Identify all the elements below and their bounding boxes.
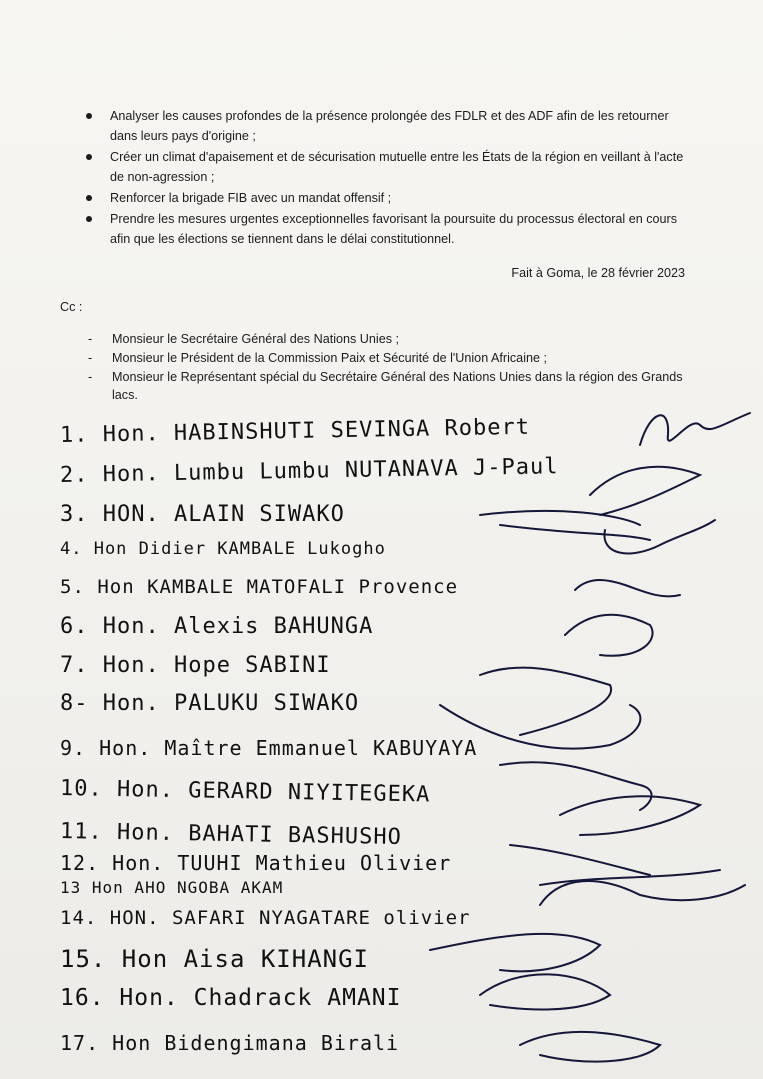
recommendation-item — [86, 209, 692, 249]
dash-icon: - — [88, 351, 93, 365]
bullet-icon — [86, 113, 92, 119]
signatories-list — [0, 405, 763, 1079]
signatory-name: 15. Hon Aisa KIHANGI — [60, 945, 369, 973]
signatory-name: 1. Hon. HABINSHUTI SEVINGA Robert — [59, 414, 531, 448]
bullet-icon — [86, 154, 92, 160]
cc-list — [86, 330, 686, 405]
cc-item — [86, 349, 686, 367]
signatory-row — [0, 647, 763, 687]
place-date: Fait à Goma, le 28 février 2023 — [511, 266, 685, 280]
cc-label: Cc : — [60, 300, 83, 314]
signatory-name: 11. Hon. BAHATI BASHUSHO — [59, 819, 403, 850]
signatory-row — [0, 570, 763, 610]
signatory-row — [0, 414, 763, 457]
signatory-name: 2. Hon. Lumbu Lumbu NUTANAVA J-Paul — [59, 454, 559, 488]
signatory-name: 14. HON. SAFARI NYAGATARE olivier — [60, 907, 471, 929]
bullet-icon — [86, 216, 92, 222]
signatory-row — [0, 730, 763, 770]
recommendation-text: Analyser les causes profondes de la présence prolongée des FDLR et des ADF afin de les retourner dans leurs pays d'origine ; — [110, 109, 669, 143]
signatory-row — [0, 454, 763, 497]
signatory-row — [0, 685, 763, 725]
cc-item — [86, 368, 686, 404]
signatory-row — [0, 979, 763, 1019]
signatory-name: 4. Hon Didier KAMBALE Lukogho — [60, 539, 386, 559]
signatory-name: 13 Hon AHO NGOBA AKAM — [60, 878, 284, 897]
signatory-name: 8- Hon. PALUKU SIWAKO — [60, 691, 360, 716]
cc-item-text: Monsieur le Représentant spécial du Secrétaire Général des Nations Unies dans la région des Grands lacs. — [112, 370, 683, 402]
dash-icon: - — [88, 332, 93, 346]
recommendation-item — [86, 188, 692, 208]
signatory-name: 16. Hon. Chadrack AMANI — [60, 985, 402, 1011]
recommendation-item — [86, 106, 692, 146]
cc-item-text: Monsieur le Président de la Commission Paix et Sécurité de l'Union Africaine ; — [112, 351, 547, 365]
signatory-row — [0, 770, 763, 810]
signatory-name: 6. Hon. Alexis BAHUNGA — [60, 614, 374, 639]
recommendation-text: Renforcer la brigade FIB avec un mandat offensif ; — [110, 191, 392, 205]
signatory-row — [0, 496, 763, 536]
signatory-row — [0, 533, 763, 573]
signatory-name: 10. Hon. GERARD NIYITEGEKA — [59, 776, 431, 808]
bullet-icon — [86, 195, 92, 201]
signatory-name: 9. Hon. Maître Emmanuel KABUYAYA — [60, 736, 478, 760]
dash-icon: - — [88, 370, 93, 384]
recommendation-text: Créer un climat d'apaisement et de sécurisation mutuelle entre les États de la région en veillant à l'acte de non-agression ; — [110, 150, 684, 184]
signatory-name: 7. Hon. Hope SABINI — [60, 653, 331, 678]
signatory-name: 5. Hon KAMBALE MATOFALI Provence — [60, 576, 459, 598]
signatory-name: 3. HON. ALAIN SIWAKO — [60, 502, 345, 527]
recommendation-item — [86, 147, 692, 187]
cc-item-text: Monsieur le Secrétaire Général des Nations Unies ; — [112, 332, 399, 346]
signatory-row — [0, 1025, 763, 1065]
signatory-row — [0, 901, 763, 941]
cc-item — [86, 330, 686, 348]
signatory-row — [0, 939, 763, 979]
signatory-name: 17. Hon Bidengimana Birali — [60, 1031, 400, 1055]
recommendation-list — [86, 106, 692, 250]
signatory-row — [0, 608, 763, 648]
signatory-name: 12. Hon. TUUHI Mathieu Olivier — [60, 851, 452, 875]
recommendation-text: Prendre les mesures urgentes exceptionnelles favorisant la poursuite du processus électoral en cours afin que les élections se tiennent dans le délai constitutionnel. — [110, 212, 678, 246]
